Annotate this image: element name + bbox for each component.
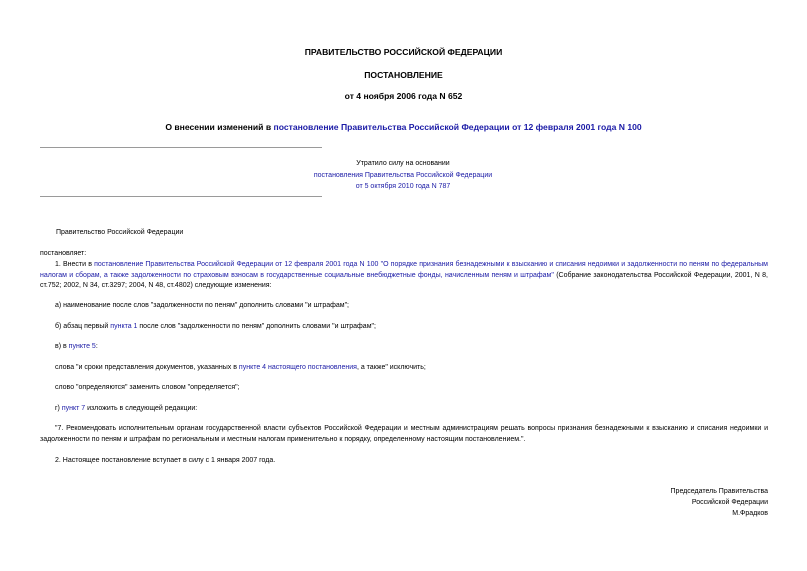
signature-country: Российской Федерации [691,498,768,506]
item-1-prefix: 1. Внести в [55,261,95,268]
status-note [300,158,506,193]
status-note-text: Утратило силу на основании [356,160,450,167]
subitem-v-1-suffix: , а также" исключить; [356,364,426,371]
subitem-b-suffix: после слов "задолженности по пеням" дополнить словами "и штрафам"; [137,323,376,330]
status-note-link-2[interactable]: от 5 октября 2010 года N 787 [355,183,451,190]
item-1-suffix: (Собрание законодательства Российской Федерации, 2001, N 8, ст.752; 2002, N 34, ст.3297; 2004, N 48, ст.4802) следующие изменения: [40,271,768,290]
quoted-paragraph: "7. Рекомендовать исполнительным органам государственной власти субъектов Российской Федерации и местным администрациям решать вопросы признания безнадежными к взысканию и списания недоимки и задолженности по пеням и штрафам по региональным и местным налогам применительно к порядку, определенному настоящим постановлением.". [40,425,768,443]
title-prefix: О внесении изменений в [165,122,274,132]
subitem-v-link[interactable]: пункте 5 [68,343,96,350]
rule-top [40,147,322,148]
header-government: ПРАВИТЕЛЬСТВО РОССИЙСКОЙ ФЕДЕРАЦИИ [304,47,503,57]
subitem-b-prefix: б) абзац первый [55,323,111,330]
subitem-g-link[interactable]: пункт 7 [61,405,86,412]
subitem-a: а) наименование после слов "задолженности по пеням" дополнить словами "и штрафам"; [55,302,350,309]
status-note-link-1[interactable]: постановления Правительства Российской Федерации [313,171,493,179]
subitem-g-prefix: г) [55,405,62,412]
subitem-v-1-prefix: слова "и сроки представления документов, указанных в [55,364,239,371]
item-1-link-title[interactable]: "О порядке признания безнадежными к взысканию и списания недоимки и задолженности по пеням по федеральным налогам и сборам, а также задолженности по страховым взносам в государственные социальные внебюджетные фонды, начисленным пеням и штрафам" [40,261,768,279]
subitem-v [55,342,98,353]
subitem-v-prefix: в) в [55,343,69,350]
header-decree-type: ПОСТАНОВЛЕНИЕ [364,70,443,80]
title-link[interactable]: постановление Правительства Российской Федерации от 12 февраля 2001 года N 100 [273,122,642,132]
signature-name: М.Фрадков [732,509,768,517]
subitem-g-suffix: изложить в следующей редакции: [85,405,198,412]
decree-word: постановляет: [40,250,87,257]
subitem-v-2: слово "определяются" заменить словом "определяется"; [55,384,240,391]
subitem-v-1-link[interactable]: пункте 4 настоящего постановления [238,364,357,371]
subitem-b-link[interactable]: пункта 1 [110,323,138,330]
item-2: 2. Настоящее постановление вступает в силу с 1 января 2007 года. [55,457,276,464]
item-1 [40,260,768,292]
header-date: от 4 ноября 2006 года N 652 [344,91,463,101]
signature-title: Председатель Правительства [670,488,768,495]
document-title [0,122,807,132]
subitem-v-1 [55,363,426,374]
subitem-v-suffix: : [95,343,98,350]
signature [671,487,768,519]
subitem-b [55,322,376,333]
subitem-g [55,404,197,415]
issuer: Правительство Российской Федерации [56,229,184,236]
rule-bottom [40,196,322,197]
item-1-link[interactable]: постановление Правительства Российской Федерации от 12 февраля 2001 года N 100 [94,261,379,268]
